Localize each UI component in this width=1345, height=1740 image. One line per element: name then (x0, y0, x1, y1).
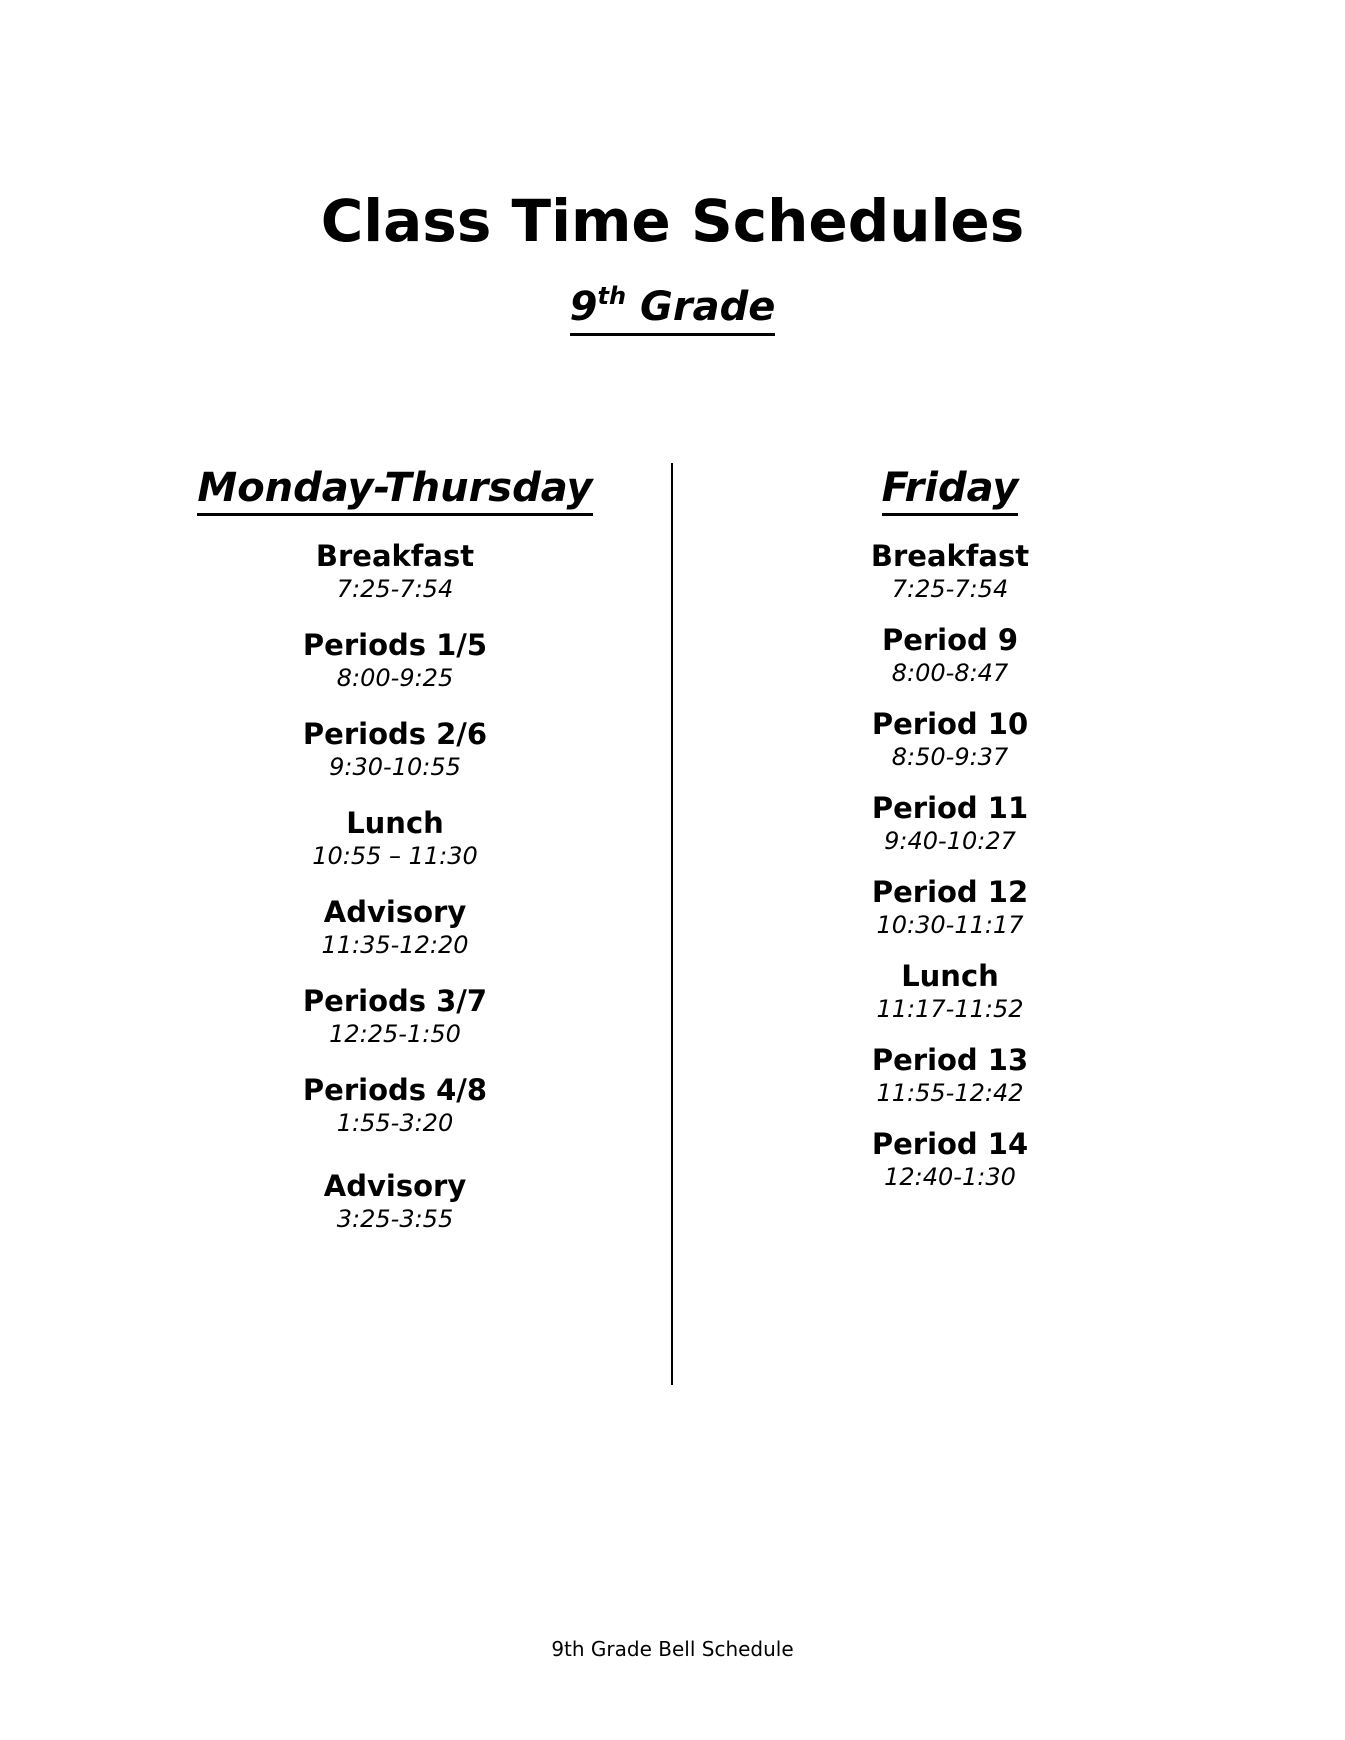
schedule-entry (750, 538, 1150, 604)
grade-suffix: th (597, 282, 627, 310)
monday-thursday-heading: Monday-Thursday (197, 463, 592, 516)
entry-name: Period 11 (871, 791, 1029, 825)
entry-name: Period 13 (871, 1043, 1029, 1077)
entry-name: Breakfast (870, 539, 1030, 573)
entry-time: 1:55-3:20 (336, 1109, 454, 1137)
entry-time: 8:00-8:47 (891, 659, 1009, 687)
entry-time: 12:25-1:50 (329, 1020, 461, 1048)
entry-name: Period 14 (871, 1127, 1029, 1161)
entry-name: Advisory (323, 895, 467, 929)
grade-word: Grade (640, 284, 776, 330)
schedule-entry (750, 1126, 1150, 1192)
entry-name: Period 9 (881, 623, 1019, 657)
schedule-entry (750, 622, 1150, 688)
entry-name: Periods 4/8 (302, 1073, 488, 1107)
schedule-entry (750, 958, 1150, 1024)
schedule-entry (195, 894, 595, 960)
schedule-entry (750, 790, 1150, 856)
column-divider (671, 463, 673, 1385)
schedule-entry (750, 874, 1150, 940)
schedule-entry (195, 983, 595, 1049)
page-footer: 9th Grade Bell Schedule (551, 1637, 794, 1661)
friday-heading: Friday (882, 463, 1019, 516)
entry-name: Period 12 (871, 875, 1029, 909)
entry-time: 9:40-10:27 (884, 827, 1016, 855)
entry-time: 12:40-1:30 (884, 1163, 1016, 1191)
entry-name: Advisory (323, 1169, 467, 1203)
entry-time: 11:17-11:52 (876, 995, 1024, 1023)
entry-name: Lunch (901, 959, 999, 993)
grade-number: 9 (569, 284, 598, 330)
entry-time: 3:25-3:55 (336, 1205, 454, 1233)
entry-time: 11:55-12:42 (876, 1079, 1024, 1107)
entry-time: 10:55 – 11:30 (312, 842, 478, 870)
entry-name: Periods 1/5 (302, 628, 488, 662)
monday-thursday-column (195, 463, 595, 1257)
schedule-entry (750, 1042, 1150, 1108)
friday-column (750, 463, 1150, 1210)
page-title: Class Time Schedules (320, 187, 1025, 255)
entry-time: 9:30-10:55 (329, 753, 461, 781)
schedule-entry (750, 706, 1150, 772)
entry-time: 7:25-7:54 (336, 575, 454, 603)
grade-label (570, 283, 776, 336)
schedule-entry (195, 538, 595, 604)
schedule-entry (195, 716, 595, 782)
grade-subtitle (0, 283, 1345, 336)
schedule-entry (195, 627, 595, 693)
schedule-entry (195, 805, 595, 871)
schedule-entry (195, 1072, 595, 1138)
entry-time: 8:00-9:25 (336, 664, 454, 692)
entry-time: 11:35-12:20 (321, 931, 469, 959)
entry-time: 10:30-11:17 (876, 911, 1024, 939)
entry-time: 8:50-9:37 (891, 743, 1009, 771)
schedule-entry (195, 1168, 595, 1234)
entry-time: 7:25-7:54 (891, 575, 1009, 603)
entry-name: Lunch (346, 806, 444, 840)
entry-name: Period 10 (871, 707, 1029, 741)
entry-name: Periods 2/6 (302, 717, 488, 751)
entry-name: Breakfast (315, 539, 475, 573)
entry-name: Periods 3/7 (302, 984, 488, 1018)
